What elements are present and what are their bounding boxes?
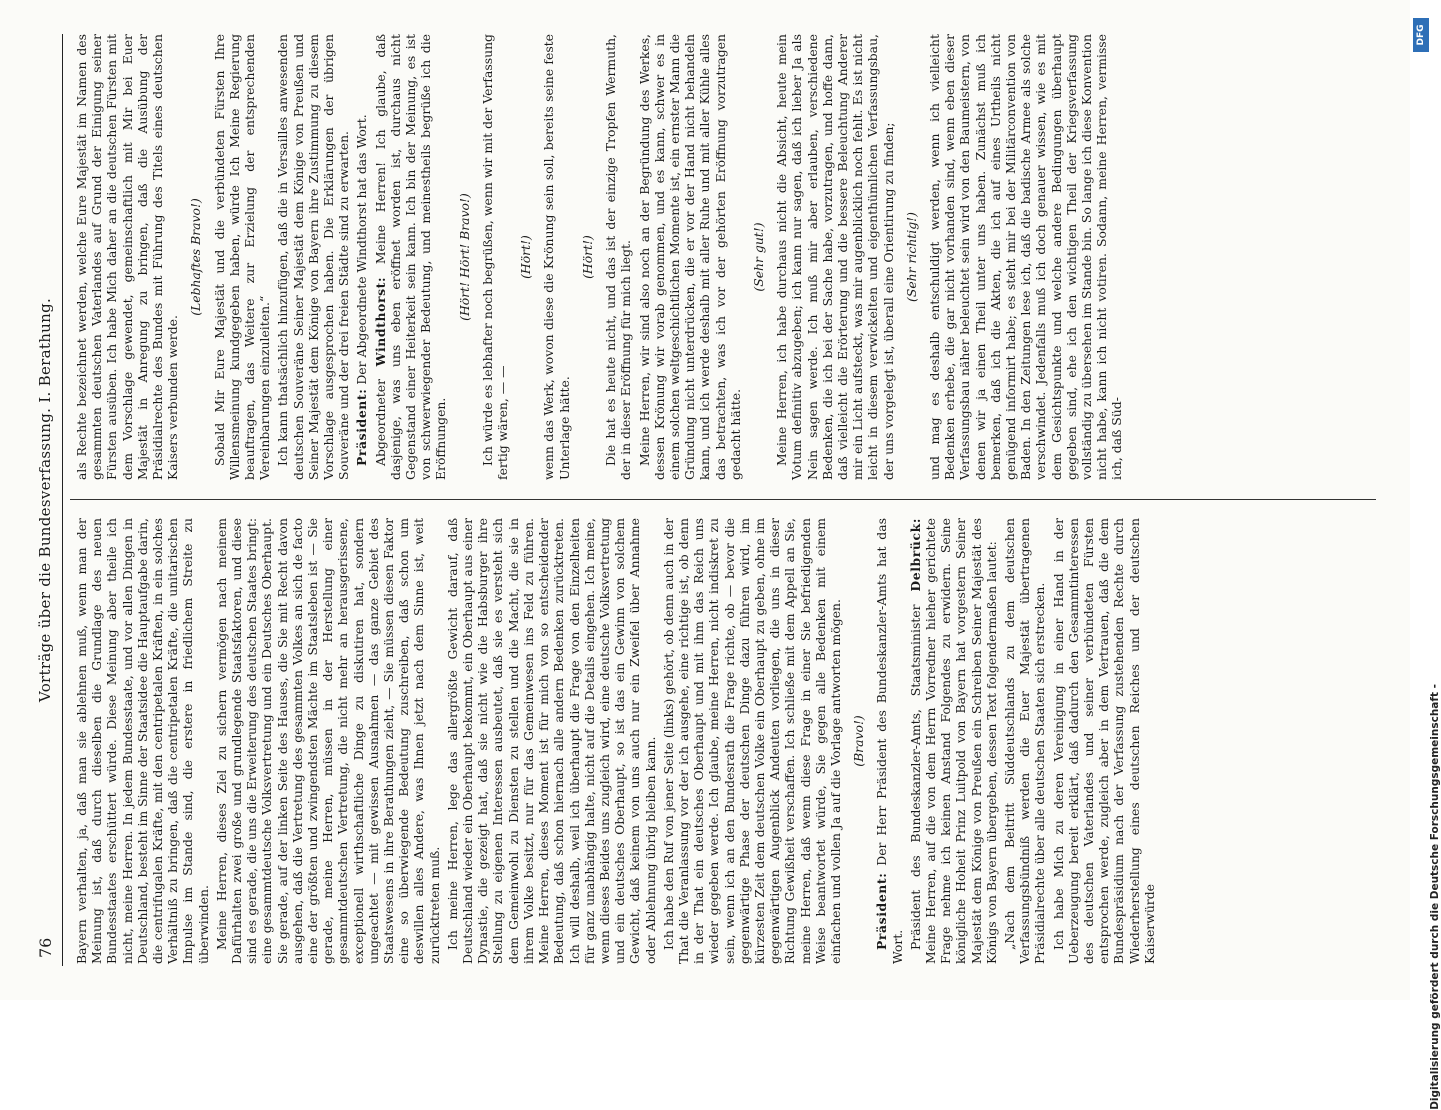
paragraph: „Nach dem Beitritt Süddeutschlands zu dem deutschen Verfassungsbündniß werden die Euer Majestät übertragenen Präsidialrechte über alle deutschen Staaten sich erstrecken.: [1001, 518, 1048, 964]
left-column: [74, 518, 1386, 964]
speaker-label: Präsident:: [354, 388, 370, 466]
speaker-name: Windthorst:: [372, 276, 388, 367]
running-title: Vorträge über die Bundesverfassung. I. Berathung.: [36, 297, 54, 703]
paragraph: als Rechte bezeichnet werden, welche Eure Majestät im Namen des gesammten deutschen Vaterlandes auf Grund der Einigung seiner Fürsten ausüben. Ich habe Mich daher an die deutschen Fürsten mit dem Vorschlage gewendet, gemeinschaftlich mit Mir bei Euer Majestät in Anregung zu bringen, daß die Ausübung der Präsidialrechte des Bundes mit Führung des Titels eines deutschen Kaisers verbunden werde.: [74, 34, 181, 480]
paragraph: Meine Herren, wir sind also noch an der Begründung des Werkes, dessen Krönung wir vorab genommen, und es kann, schwer es in einem solchen weltgeschichtlichen Momente ist, ein ernster Mann die Gründung nicht unterdrücken, die er vor der Hand nicht behandeln kann, und ich werde deshalb mit aller Ruhe und mit aller Kühle alles das betrachten, was ich vor der gehörten Eröffnung vorzutragen gedacht hätte.: [636, 34, 743, 480]
paragraph: und mag es deshalb entschuldigt werden, wenn ich vielleicht Bedenken erhebe, die gar nicht vorhanden sind, wenn eben dieser Verfassungsbau näher beleuchtet sein wird von den Baumeistern, von denen wir ja einen Theil unter uns haben. Zunächst muß ich bemerken, daß ich die Akten, die ich auf eines Urtheils nicht genügend informirt habe; es steht mir bei der Militärconvention von Baden. In den Zeitungen lese ich, daß die badische Armee als solche verschwindet. Jedenfalls muß ich doch genauer wissen, wie es mit dem Gesichtspunkte und welche andere Bedingungen überhaupt gegeben sind, ehe ich den wichtigen Theil der Kriegsverfassung vollständig zu übersehen im Stande bin. So lange ich diese Konvention nicht habe, kann ich nicht votiren. Sodann, meine Herren, vermisse ich, daß Süd-: [926, 34, 1125, 480]
column-divider: [70, 499, 1376, 500]
rotated-page-content: [26, 20, 1406, 980]
interjection: (Hört! Hört! Bravo!): [456, 193, 472, 321]
speaker-line: [908, 518, 999, 964]
paragraph: Meine Herren, ich habe durchaus nicht die Absicht, heute mein Votum definitiv abzugeben; ich kann nur sagen, daß ich lieber Ja als Nein sagen werde. Ich muß mir aber erlauben, verschiedene Bedenken, die ich bei der Sache habe, vorzutragen, und hoffe dann, daß vielleicht die Erörterung und die bessere Beleuchtung Anderer mir ein Licht aufsteckt, was mir augenblicklich noch fehlt. Es ist nicht leicht in diesem verwickelten und eigenthümlichen Verfassungsbau, der uns vorgelegt ist, überall eine Orientirung zu finden;: [774, 34, 896, 480]
speaker-intro: Abgeordneter: [372, 378, 388, 466]
paragraph: Sobald Mir Eure Majestät und die verbündeten Fürsten Ihre Willensmeinung kundgegeben haben, würde Ich Meine Regierung beauftragen, das Weitere zur Erzielung der entsprechenden Vereinbarungen einzuleiten.“: [211, 34, 273, 480]
funding-credit: Digitalisierung gefördert durch die Deutsche Forschungsgemeinschaft -: [1429, 684, 1441, 1110]
speaker-line: [354, 34, 369, 480]
paragraph: Ich habe den Ruf von jener Seite (links) gehört, ob denn auch in der That die Veranlassung vor der ich ausgehe, eine richtige ist, ob denn in der That ein deutsches Oberhaupt und mit ihm das Reich uns wieder gegeben werde. Ich glaube, meine Herren, nicht indiskret zu sein, wenn ich an den Bundesrath die Frage richte, ob — bevor die gegenwärtige Phase der deutschen Dinge dazu führen wird, im kürzesten Zeit dem deutschen Volke ein Oberhaupt zu geben, ohne im gegenwärtigen Augenblick Andeuten vorliegen, die uns in dieser Richtung Gewißheit verschaffen. Ich schließe mit dem Appell an Sie, meine Herren, daß wenn diese Frage in einer Sie befriedigenden Weise beantwortet würde, Sie gegen alle Bedenken mit einem einfachen und vollen Ja auf die Vorlage antworten mögen.: [660, 518, 843, 964]
paragraph: wenn das Werk, wovon diese die Krönung sein soll, bereits seine feste Unterlage hätte.: [541, 34, 572, 480]
speaker-text: Der Abgeordnete Windthorst hat das Wort.: [354, 114, 370, 385]
page-number: 76: [36, 937, 55, 958]
speaker-intro: Präsident des Bundeskanzler-Amts, Staatsminister: [907, 604, 923, 950]
paragraph: Ich habe Mich zu deren Vereinigung in einer Hand in der Ueberzeugung bereit erklärt, daß dadurch den Gesammtinteressen des deutschen Vaterlandes und seiner verbündeten Fürsten entsprochen werde, zugleich aber in dem Vertrauen, daß die dem Bundespräsidium nach der Verfassung zustehenden Rechte durch Wiederherstellung eines deutschen Reiches und der deutschen Kaiserwürde: [1050, 518, 1157, 964]
header-rule: [62, 34, 63, 966]
page-header: [34, 20, 64, 980]
speaker-text: Der Herr Präsident des Bundeskanzler-Amts hat das Wort.: [874, 518, 905, 964]
paragraph: Die hat es heute nicht, und das ist der einzige Tropfen Wermuth, der in dieser Eröffnung für mich liegt.: [603, 34, 634, 480]
paragraph: Ich kann thatsächlich hinzufügen, daß die in Versailles anwesenden deutschen Souveräne Seiner Majestät dem Könige von Preußen und Seiner Majestät dem Könige von Bayern ihre Zustimmung zu diesem Vorschlage ausgesprochen haben. Die Erklärungen der übrigen Souveräne und der drei freien Städte sind zu erwarten.: [275, 34, 352, 480]
paragraph: Ich meine Herren, lege das allergrößte Gewicht darauf, daß Deutschland wieder ein Oberhaupt bekommt, ein Oberhaupt aus einer Dynastie, die gezeigt hat, daß sie nicht wie die Habsburger ihre Stellung zu eigenen Interessen ausbeutet, daß sie es versteht sich dem Gemeinwohl zu Diensten zu stellen und die Macht, die sie in ihrem Volke besitzt, nur für das Gemeinwesen ins Feld zu führen. Meine Herren, dieses Moment ist für mich von so entscheidender Bedeutung, daß schon hiernach alle andern Bedenken zurücktreten. Ich will deshalb, weil ich überhaupt die Frage von den Einzelheiten für ganz unabhängig halte, nicht auf die Details eingehen. Ich meine, wenn dieses Beides uns zugleich wird, eine deutsche Volksvertretung und ein deutsches Oberhaupt, so ist das ein Gewinn von solchem Gewicht, daß keinem von uns auch nur ein Zweifel über Annahme oder Ablehnung übrig bleiben kann.: [444, 518, 658, 964]
credit-strip: [1410, 0, 1441, 1110]
paragraph: Meine Herren, auf die von dem Herrn Vorredner hieher gerichtete Frage nehme ich keinen Anstand Folgendes zu erwidern. Seine königliche Hoheit Prinz Luitpold von Bayern hat vorgestern Seiner Majestät dem Könige von Preußen ein Schreiben Seiner Majestät des Königs von Bayern übergeben, dessen Text folgendermaßen lautet:: [922, 518, 999, 964]
speaker-name: Delbrück:: [907, 518, 923, 592]
paragraph: Meine Herren, dieses Ziel zu sichern vermögen nach meinem Dafürhalten zwei große und grundlegende Staatsfaktoren, und diese sind es gerade, die uns die Erweiterung des deutschen Staates bringt: eine gesammtdeutsche Volksvertretung und ein Deutsches Oberhaupt. Sie gerade, auf der linken Seite des Hauses, die Sie mit Recht davon ausgehen, daß die Vertretung des gesammten Volkes an sich de facto eine der größten und zwingendsten Mächte im Staatsleben ist — Sie gerade, meine Herren, müssen in der Herstellung einer gesammtdeutschen Vertretung, die nicht mehr an herausgerissene, exceptionell wirthschaftliche Dinge zu diskutiren hat, sondern ungeachtet — mit gewissen Ausnahmen — das ganze Gebiet des Staatswesens in ihre Berathungen zieht, — Sie müssen diesen Faktor eine so überwiegende Bedeutung zuschreiben, daß schon um deswillen alles Andere, was Ihnen jetzt nach dem Sinne ist, weit zurücktreten muß.: [213, 518, 442, 964]
speaker-line: [874, 518, 904, 964]
applause: (Bravo!): [851, 715, 867, 767]
interjection: (Sehr richtig!): [903, 212, 919, 302]
interjection: (Hört!): [579, 235, 595, 279]
speaker-label: Präsident:: [874, 872, 890, 950]
right-column: [74, 34, 1386, 480]
speaker-line: [373, 34, 449, 480]
interjection: (Sehr gut!): [750, 222, 766, 292]
paragraph: Bayern verhalten, ja, daß man sie ablehnen muß, wenn man der Meinung ist, daß durch dieselben die Grundlage des neuen Bundesstaates erschüttert würde. Diese Meinung aber theile ich nicht, meine Herren. In jedem Bundesstaate, und vor allen Dingen in Deutschland, besteht im Sinne der Staatsidee die Hauptaufgabe darin, die centrifugalen Kräfte, mit den centripetalen Kräften, in ein solches Verhältniß zu bringen, daß die centripetalen Kräfte, die unitarischen Impulse im Stande sind, die erstere in friedlichem Streite zu überwinden.: [74, 518, 211, 964]
paragraph: Meine Herren! Ich glaube, daß dasjenige, was uns eben eröffnet worden ist, durchaus nicht Gegenstand einer Heiterkeit sein kann. Ich bin der Meinung, es ist von schwerwiegender Bedeutung, und meinestheils begrüße ich die Eröffnungen.: [372, 34, 449, 480]
applause: (Lebhaftes Bravo!): [188, 198, 204, 316]
interjection: (Hört!): [518, 235, 534, 279]
dfg-logo: [1413, 18, 1429, 52]
dfg-logo-text: DFG: [1416, 24, 1426, 46]
paragraph: Ich würde es lebhafter noch begrüßen, wenn wir mit der Verfassung fertig wären, — —: [479, 34, 511, 480]
